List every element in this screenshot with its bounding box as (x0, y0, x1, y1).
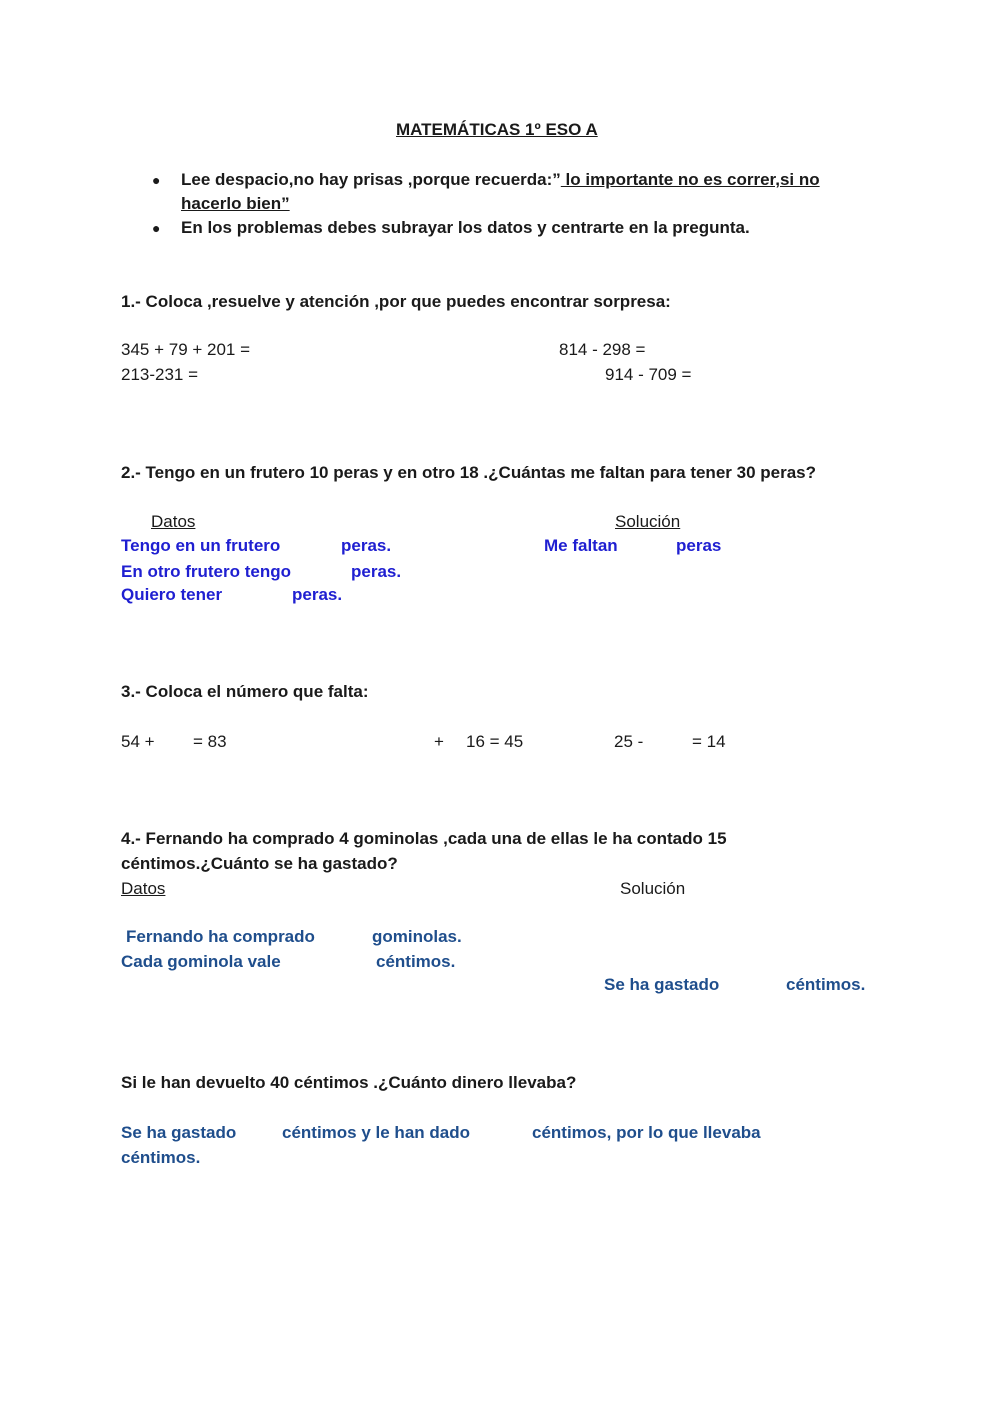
q5-answer-part1: Se ha gastado (121, 1123, 237, 1142)
q2-row3-unit: peras. (292, 585, 343, 604)
q3-equation-2-right: 16 = 45 (466, 732, 524, 751)
q2-datos-label: Datos (151, 512, 196, 531)
question-5-heading: Si le han devuelto 40 céntimos .¿Cuánto dinero llevaba? (121, 1073, 577, 1092)
q4-row1-label: Fernando ha comprado (126, 927, 315, 946)
q2-solution-unit: peras (676, 536, 722, 555)
q4-datos-label: Datos (121, 879, 166, 898)
q5-answer-part3: céntimos, por lo que llevaba (532, 1123, 761, 1142)
q3-equation-3-left: 25 - (614, 732, 644, 751)
q2-row1-unit: peras. (341, 536, 392, 555)
instruction-2: En los problemas debes subrayar los datos y centrarte en la pregunta. (181, 218, 750, 237)
q2-solution-label: Me faltan (544, 536, 618, 555)
q3-equation-1-left: 54 + (121, 732, 155, 751)
question-1-heading: 1.- Coloca ,resuelve y atención ,por que puedes encontrar sorpresa: (121, 292, 671, 311)
bullet-dot: ● (152, 220, 161, 236)
question-2-heading: 2.- Tengo en un frutero 10 peras y en otro 18 .¿Cuántas me faltan para tener 30 peras? (121, 463, 816, 482)
q4-row1-unit: gominolas. (372, 927, 462, 946)
question-4-heading-line2: céntimos.¿Cuánto se ha gastado? (121, 854, 398, 873)
instruction-1-text: Lee despacio,no hay prisas ,porque recuerda:” (181, 170, 561, 189)
q5-answer-part2: céntimos y le han dado (282, 1123, 470, 1142)
q2-solucion-label: Solución (615, 512, 681, 531)
q4-row2-unit: céntimos. (376, 952, 456, 971)
q5-answer-part4: céntimos. (121, 1148, 201, 1167)
q4-row2-label: Cada gominola vale (121, 952, 281, 971)
q1-operation-2: 814 - 298 = (559, 340, 646, 359)
q4-solution-unit: céntimos. (786, 975, 866, 994)
q1-operation-4: 914 - 709 = (605, 365, 692, 384)
q2-row2-unit: peras. (351, 562, 402, 581)
question-3-heading: 3.- Coloca el número que falta: (121, 682, 369, 701)
bullet-dot: ● (152, 172, 161, 188)
q1-operation-1: 345 + 79 + 201 = (121, 340, 251, 359)
page-title: MATEMÁTICAS 1º ESO A (396, 120, 598, 139)
instruction-1 (181, 169, 820, 191)
q2-row3-label: Quiero tener (121, 585, 223, 604)
instruction-1-quote: lo importante no es correr,si no (560, 170, 820, 189)
q3-equation-3-right: = 14 (692, 732, 726, 751)
q3-equation-1-right: = 83 (193, 732, 227, 751)
q4-solucion-label: Solución (620, 879, 686, 898)
q3-equation-2-left: + (434, 732, 444, 751)
q2-row2-label: En otro frutero tengo (121, 562, 291, 581)
q1-operation-3: 213-231 = (121, 365, 199, 384)
q4-solution-label: Se ha gastado (604, 975, 720, 994)
question-4-heading-line1: 4.- Fernando ha comprado 4 gominolas ,cada una de ellas le ha contado 15 (121, 829, 727, 848)
instruction-1-quote-end: hacerlo bien” (181, 194, 290, 213)
q2-row1-label: Tengo en un frutero (121, 536, 281, 555)
